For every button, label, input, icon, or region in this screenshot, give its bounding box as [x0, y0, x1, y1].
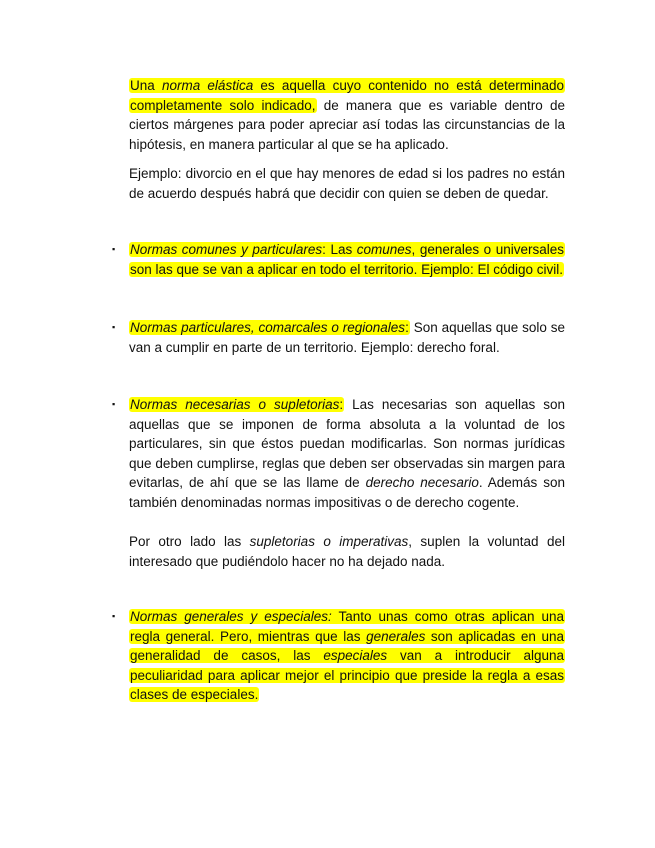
paragraph-example: Ejemplo: divorcio en el que hay menores de edad si los padres no están de acuerdo después habrá que decidir con quien se deben de quedar. — [129, 166, 565, 201]
bullet-icon: ▪ — [112, 322, 116, 332]
item-title: Normas particulares, comarcales o regionales — [130, 320, 406, 335]
item-title: Normas necesarias o supletorias — [130, 397, 340, 412]
bullet-icon: ▪ — [112, 611, 116, 621]
item-title: Normas generales y especiales: — [130, 609, 332, 624]
paragraph-supplementary: Por otro lado las supletorias o imperativas, suplen la voluntad del interesado que pudiéndolo hacer no ha dejado nada. — [129, 534, 565, 569]
list-item-common-norms — [129, 240, 565, 279]
highlight: Normas particulares, comarcales o regionales: — [130, 320, 409, 335]
highlight: Una norma elástica es aquella cuyo contenido no está determinado completamente solo indicado, — [130, 78, 564, 113]
list-item-necessary-norms: Normas necesarias o supletorias: Las necesarias son aquellas son aquellas que se imponen de forma absoluta a la voluntad de los particulares, sin que éstos puedan modificarlas. Son normas jurídicas que deben cumplirse, reglas que deben ser observadas sin margen para evitarlas, de ahí que se las llame de derecho necesario. Además son también denominadas normas impositivas o de derecho cogente. — [129, 397, 566, 510]
bullet-icon: ▪ — [112, 399, 116, 409]
list-item-regional-norms: Normas particulares, comarcales o regionales: Son aquellas que solo se van a cumplir en parte de un territorio. Ejemplo: derecho foral. — [129, 320, 565, 355]
term-norma-elastica: norma elástica — [161, 78, 254, 93]
paragraph-elastic-norm: Una norma elástica es aquella cuyo contenido no está determinado completamente solo indicado, de manera que es variable dentro de ciertos márgenes para poder apreciar así todas las circunstancias de la hipótesis, en manera particular al que se ha aplicado. — [129, 78, 565, 152]
highlight: Normas necesarias o supletorias: — [130, 397, 344, 412]
highlight: Normas generales y especiales: Tanto unas como otras aplican una regla general. Pero, mientras que las generales son aplicadas en una generalidad de casos, las especiales van a introducir alguna peculiaridad para aplicar mejor el principio que preside la regla a esas clases de especiales. — [130, 609, 564, 703]
list-item-general-norms — [129, 607, 565, 705]
highlight: Normas comunes y particulares: Las comunes, generales o universales son las que se van a aplicar en todo el territorio. Ejemplo: El código civil. — [130, 242, 564, 277]
bullet-icon: ▪ — [112, 244, 116, 254]
item-title: Normas comunes y particulares — [130, 242, 323, 257]
